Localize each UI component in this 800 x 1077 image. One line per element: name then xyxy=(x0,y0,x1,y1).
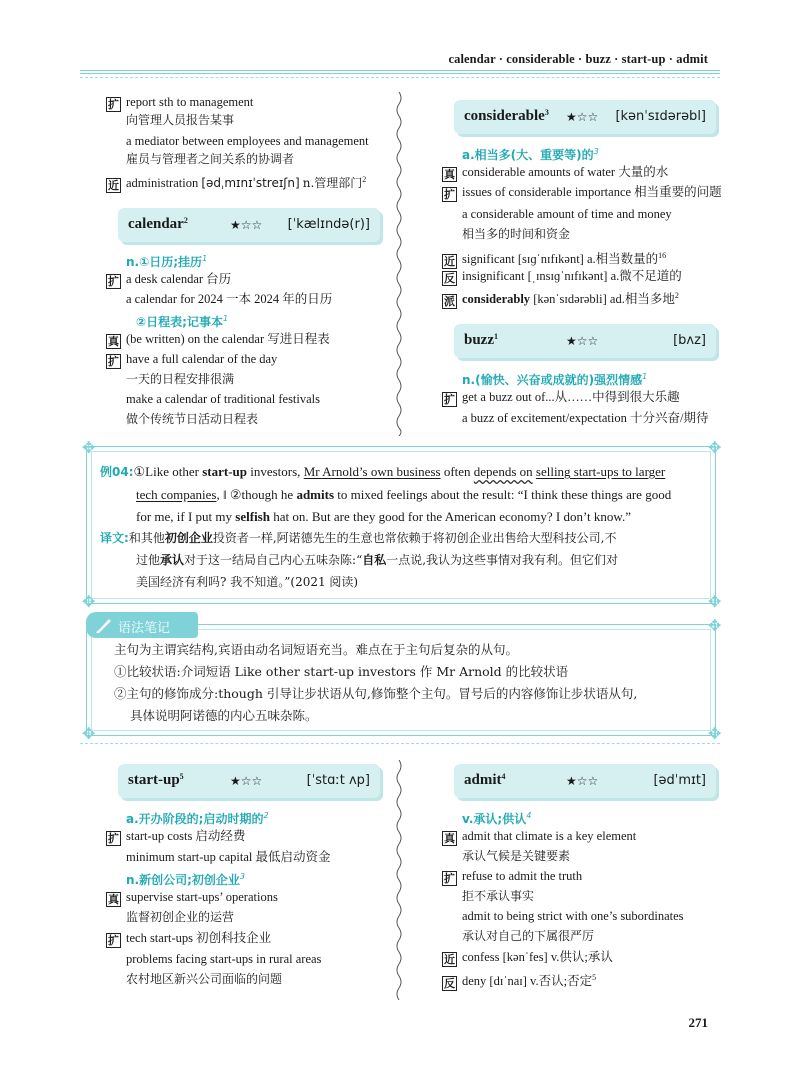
entry-line: 一天的日程安排很满 xyxy=(126,372,235,386)
entry-line: 承认气候是关键要素 xyxy=(462,849,571,863)
expand-tag: 扩 xyxy=(444,393,455,406)
header-dashed-rule xyxy=(80,77,720,78)
frequency-stars: ★☆☆ xyxy=(230,218,263,232)
part-of-speech: n.(愉快、兴奋或成就的)强烈情感$^1$ xyxy=(462,372,648,387)
page-number: 271 xyxy=(688,1015,708,1030)
expand-tag: 扩 xyxy=(108,832,119,845)
entry-line: 向管理人员报告某事 xyxy=(126,113,235,127)
example-line: tech companies, ‖ ②though he admits to mixed feelings about the result: “I think these things are good xyxy=(136,487,672,502)
notes-line: 主句为主谓宾结构,宾语由动名词短语充当。难点在于主句后复杂的从句。 xyxy=(114,642,518,657)
notes-line: ①比较状语:介词短语 Like other start-up investors 作 Mr Arnold 的比较状语 xyxy=(114,664,569,679)
entry-line: a buzz of excitement/expectation 十分兴奋/期待 xyxy=(462,411,709,425)
entry-line: 真 (be written) on the calendar 写进日程表 xyxy=(108,332,330,348)
entry-line: minimum start-up capital 最低启动资金 xyxy=(126,850,331,864)
expand-tag: 扩 xyxy=(108,98,119,111)
entry-line: 扩 get a buzz out of...从……中得到很大乐趣 xyxy=(444,390,680,406)
part-of-speech: a.开办阶段的;启动时期的$^2$ xyxy=(126,811,269,826)
entry-line: a considerable amount of time and money xyxy=(462,207,672,221)
entry-line: 反 deny [dɪˈnaɪ] v.否认;否定$^5$ xyxy=(444,973,597,990)
expand-tag: 扩 xyxy=(444,872,455,885)
entry-line: 真 considerable amounts of water 大量的水 xyxy=(444,165,669,181)
frequency-stars: ★☆☆ xyxy=(566,110,599,124)
entry-line: 近 administration [ədˌmɪnɪˈstreɪʃn] n.管理部门$^2$ xyxy=(108,175,367,192)
headword: start-$up^5$ xyxy=(128,772,184,788)
entry-line: 扩 tech start-ups 初创科技企业 xyxy=(108,931,272,947)
phonetic: [ˈkælɪndə(r)] xyxy=(287,217,370,232)
anti-tag: 反 xyxy=(444,977,455,990)
part-of-speech: v.承认;供认$^4$ xyxy=(462,811,532,826)
entry-line: admit to being strict with one’s subordinates xyxy=(462,909,684,923)
near-tag: 近 xyxy=(444,255,455,268)
considerable-headword-box xyxy=(454,100,716,134)
part-of-speech: ②日程表;记事本$^1$ xyxy=(136,314,229,329)
entry-line: 扩 a desk calendar 台历 xyxy=(108,272,232,288)
corner-ornament: ✥ xyxy=(82,592,96,611)
corner-ornament: ✥ xyxy=(82,724,96,743)
column-divider xyxy=(395,92,401,436)
frequency-stars: ★☆☆ xyxy=(566,334,599,348)
part-of-speech: n.①日历;挂历$^1$ xyxy=(126,254,208,269)
entry-line: 承认对自己的下属很严厉 xyxy=(462,929,595,943)
near-tag: 近 xyxy=(444,953,455,966)
real-tag: 真 xyxy=(108,335,119,348)
headword: calendar$^2$ xyxy=(128,216,188,232)
expand-tag: 扩 xyxy=(108,934,119,947)
pen-icon xyxy=(94,615,114,635)
buzz-headword-box xyxy=(454,324,716,358)
phonetic: [bʌz] xyxy=(673,333,706,348)
corner-ornament: ✥ xyxy=(82,438,96,457)
real-tag: 真 xyxy=(444,832,455,845)
entry-line: 近 confess [kənˈfes] v.供认;承认 xyxy=(444,950,613,966)
headword: admit$^4$ xyxy=(464,772,506,788)
entry-line: 扩 have a full calendar of the day xyxy=(108,352,278,368)
entry-line: 真 supervise start-ups’ operations xyxy=(108,890,278,906)
corner-ornament: ✥ xyxy=(708,616,722,635)
real-tag: 真 xyxy=(444,168,455,181)
real-tag: 真 xyxy=(108,893,119,906)
derive-tag: 派 xyxy=(444,295,455,308)
entry-line: 相当多的时间和资金 xyxy=(462,227,571,241)
expand-tag: 扩 xyxy=(108,275,119,288)
expand-tag: 扩 xyxy=(108,355,119,368)
entry-line: problems facing start-ups in rural areas xyxy=(126,952,322,966)
entry-line: 雇员与管理者之间关系的协调者 xyxy=(126,152,295,166)
near-tag: 近 xyxy=(108,179,119,192)
example-line: 例04:①Like other start-up investors, Mr Arnold’s own business often depends on selling start-ups to larger xyxy=(100,464,666,479)
entry-line: 扩 issues of considerable importance 相当重要的问题 xyxy=(444,185,722,201)
section-separator xyxy=(80,743,720,744)
example-line: for me, if I put my selfish hat on. But are they good for the American economy? I don’t know.” xyxy=(136,509,631,524)
corner-ornament: ✥ xyxy=(708,592,722,611)
column-divider xyxy=(395,760,401,1000)
phonetic: [ˈstɑːt ʌp] xyxy=(306,773,370,788)
header-rule xyxy=(80,70,720,74)
grammar-notes-title: 语法笔记 xyxy=(118,621,171,636)
entry-line: 扩 refuse to admit the truth xyxy=(444,869,583,885)
expand-tag: 扩 xyxy=(444,188,455,201)
grammar-notes-tab xyxy=(86,612,198,638)
entry-line: make a calendar of traditional festivals xyxy=(126,392,321,406)
entry-line: 农村地区新兴公司面临的问题 xyxy=(126,972,283,986)
translation-line: 过他承认对于这一结局自己内心五味杂陈:“自私一点说,我认为这些事情对我有利。但它们对 xyxy=(136,553,619,567)
headword: buzz$^1$ xyxy=(464,332,498,348)
calendar-headword-box xyxy=(118,208,380,242)
entry-line: 监督初创企业的运营 xyxy=(126,910,235,924)
corner-ornament: ✥ xyxy=(708,724,722,743)
entry-line: 做个传统节日活动日程表 xyxy=(126,412,259,426)
headword: considerable$^3$ xyxy=(464,108,549,124)
frequency-stars: ★☆☆ xyxy=(566,774,599,788)
phonetic: [ədˈmɪt] xyxy=(653,773,706,788)
translation-line: 译文:和其他初创企业投资者一样,阿诺德先生的生意也常依赖于将初创企业出售给大型科技公司,不 xyxy=(100,531,617,545)
notes-line: 具体说明阿诺德的内心五味杂陈。 xyxy=(130,708,318,723)
entry-line: a calendar for 2024 一本 2024 年的日历 xyxy=(126,292,333,306)
anti-tag: 反 xyxy=(444,272,455,285)
entry-line: 真 admit that climate is a key element xyxy=(444,829,637,845)
entry-line: 扩 start-up costs 启动经费 xyxy=(108,829,246,845)
notes-line: ②主句的修饰成分:though 引导让步状语从句,修饰整个主句。冒号后的内容修饰让步状语从句, xyxy=(114,686,638,701)
entry-line: 近 significant [sɪɡˈnɪfɪkənt] a.相当数量的$^{16}$ xyxy=(444,251,667,268)
entry-line: 扩 report sth to management xyxy=(108,95,254,111)
entry-line: 派 considerably [kənˈsɪdərəbli] ad.相当多地$^2$ xyxy=(444,291,679,308)
part-of-speech: a.相当多(大、重要等)的$^3$ xyxy=(462,147,599,162)
running-header: calendar · considerable · buzz · start-up · admit xyxy=(448,52,708,66)
admit-headword-box xyxy=(454,764,716,798)
startup-headword-box xyxy=(118,764,380,798)
entry-line: 拒不承认事实 xyxy=(462,889,535,903)
part-of-speech: n.新创公司;初创企业$^3$ xyxy=(126,872,245,887)
translation-line: 美国经济有利吗? 我不知道。”(2021 阅读) xyxy=(136,575,359,589)
frequency-stars: ★☆☆ xyxy=(230,774,263,788)
corner-ornament: ✥ xyxy=(708,438,722,457)
entry-line: 反 insignificant [ˌɪnsɪɡˈnɪfɪkənt] a.微不足道的 xyxy=(444,269,682,285)
phonetic: [kənˈsɪdərəbl] xyxy=(615,109,706,124)
entry-line: a mediator between employees and management xyxy=(126,134,369,148)
